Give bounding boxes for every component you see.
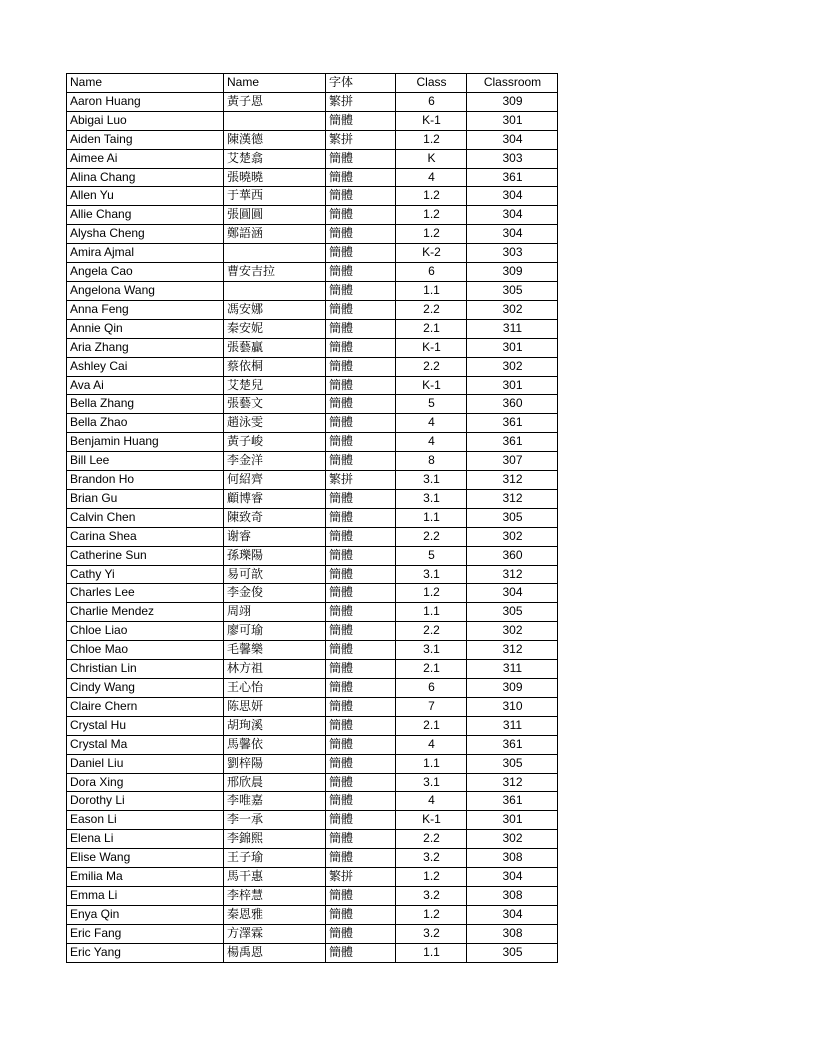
cell-name-zh: 馮安娜 — [224, 300, 326, 319]
cell-classroom: 301 — [467, 111, 558, 130]
cell-class: K — [396, 149, 467, 168]
cell-classroom: 305 — [467, 508, 558, 527]
cell-name-zh: 胡珣溪 — [224, 716, 326, 735]
cell-classroom: 312 — [467, 471, 558, 490]
cell-class: 3.1 — [396, 773, 467, 792]
cell-name-zh: 陳漢德 — [224, 130, 326, 149]
cell-class: K-1 — [396, 811, 467, 830]
cell-name-zh: 黃子峻 — [224, 433, 326, 452]
table-body — [67, 92, 558, 962]
student-roster-table — [66, 73, 558, 963]
cell-name-en: Chloe Mao — [67, 641, 224, 660]
cell-name-en: Angela Cao — [67, 263, 224, 282]
cell-name-zh — [224, 281, 326, 300]
cell-class: 4 — [396, 168, 467, 187]
table-row — [67, 773, 558, 792]
cell-class: 4 — [396, 792, 467, 811]
cell-name-zh: 張藝贏 — [224, 338, 326, 357]
table-row — [67, 244, 558, 263]
cell-name-zh: 張藝文 — [224, 395, 326, 414]
cell-class: 2.2 — [396, 830, 467, 849]
cell-classroom: 361 — [467, 168, 558, 187]
table-row — [67, 754, 558, 773]
cell-class: 1.2 — [396, 225, 467, 244]
cell-font-type: 簡體 — [326, 905, 396, 924]
cell-classroom: 301 — [467, 811, 558, 830]
cell-name-zh: 李一承 — [224, 811, 326, 830]
cell-font-type: 簡體 — [326, 735, 396, 754]
table-row — [67, 943, 558, 962]
cell-name-zh: 劉梓陽 — [224, 754, 326, 773]
table-row — [67, 376, 558, 395]
cell-name-zh: 方澤霖 — [224, 924, 326, 943]
table-row — [67, 489, 558, 508]
cell-classroom: 361 — [467, 414, 558, 433]
table-row — [67, 886, 558, 905]
table-row — [67, 206, 558, 225]
cell-classroom: 309 — [467, 263, 558, 282]
cell-classroom: 312 — [467, 641, 558, 660]
cell-font-type: 簡體 — [326, 754, 396, 773]
cell-class: 1.1 — [396, 754, 467, 773]
cell-class: 2.1 — [396, 716, 467, 735]
table-row — [67, 263, 558, 282]
cell-font-type: 簡體 — [326, 206, 396, 225]
cell-name-zh: 李唯嘉 — [224, 792, 326, 811]
table-row — [67, 641, 558, 660]
cell-classroom: 305 — [467, 281, 558, 300]
cell-name-en: Abigai Luo — [67, 111, 224, 130]
cell-font-type: 簡體 — [326, 943, 396, 962]
cell-class: 1.2 — [396, 130, 467, 149]
cell-name-en: Bill Lee — [67, 452, 224, 471]
cell-classroom: 303 — [467, 244, 558, 263]
cell-class: 6 — [396, 263, 467, 282]
cell-font-type: 簡體 — [326, 622, 396, 641]
cell-name-en: Crystal Hu — [67, 716, 224, 735]
table-row — [67, 584, 558, 603]
spreadsheet-page — [66, 73, 558, 963]
cell-class: 1.1 — [396, 281, 467, 300]
cell-name-en: Bella Zhang — [67, 395, 224, 414]
table-row — [67, 225, 558, 244]
cell-font-type: 簡體 — [326, 886, 396, 905]
table-row — [67, 622, 558, 641]
cell-class: 5 — [396, 546, 467, 565]
cell-class: 3.1 — [396, 489, 467, 508]
cell-class: 3.1 — [396, 641, 467, 660]
cell-name-zh: 林方祖 — [224, 660, 326, 679]
cell-name-zh: 陳致奇 — [224, 508, 326, 527]
table-row — [67, 471, 558, 490]
cell-font-type: 簡體 — [326, 395, 396, 414]
cell-name-en: Aiden Taing — [67, 130, 224, 149]
cell-classroom: 302 — [467, 830, 558, 849]
cell-font-type: 簡體 — [326, 244, 396, 263]
column-header-font-type: 字体 — [326, 74, 396, 93]
cell-name-en: Charlie Mendez — [67, 603, 224, 622]
cell-name-en: Dora Xing — [67, 773, 224, 792]
cell-name-en: Enya Qin — [67, 905, 224, 924]
cell-class: 3.2 — [396, 849, 467, 868]
cell-classroom: 303 — [467, 149, 558, 168]
cell-classroom: 302 — [467, 357, 558, 376]
cell-name-zh: 楊禹恩 — [224, 943, 326, 962]
cell-name-en: Ava Ai — [67, 376, 224, 395]
cell-font-type: 簡體 — [326, 527, 396, 546]
cell-name-en: Elena Li — [67, 830, 224, 849]
cell-classroom: 301 — [467, 338, 558, 357]
cell-classroom: 311 — [467, 716, 558, 735]
cell-name-zh — [224, 244, 326, 263]
cell-name-zh: 張曉曉 — [224, 168, 326, 187]
cell-font-type: 簡體 — [326, 773, 396, 792]
table-row — [67, 735, 558, 754]
column-header-name-zh: Name — [224, 74, 326, 93]
cell-class: K-2 — [396, 244, 467, 263]
cell-font-type: 繁拼 — [326, 471, 396, 490]
cell-name-zh: 易可歆 — [224, 565, 326, 584]
cell-name-zh — [224, 111, 326, 130]
cell-name-zh: 邢欣晨 — [224, 773, 326, 792]
cell-font-type: 簡體 — [326, 225, 396, 244]
cell-classroom: 304 — [467, 905, 558, 924]
cell-name-en: Brian Gu — [67, 489, 224, 508]
cell-classroom: 308 — [467, 886, 558, 905]
cell-classroom: 304 — [467, 130, 558, 149]
table-row — [67, 905, 558, 924]
cell-font-type: 簡體 — [326, 433, 396, 452]
cell-name-en: Aimee Ai — [67, 149, 224, 168]
cell-classroom: 361 — [467, 433, 558, 452]
cell-classroom: 304 — [467, 225, 558, 244]
cell-classroom: 308 — [467, 924, 558, 943]
cell-name-en: Eric Yang — [67, 943, 224, 962]
cell-classroom: 302 — [467, 622, 558, 641]
cell-class: 4 — [396, 735, 467, 754]
cell-font-type: 簡體 — [326, 338, 396, 357]
cell-name-zh: 張圓圓 — [224, 206, 326, 225]
cell-classroom: 305 — [467, 754, 558, 773]
table-row — [67, 433, 558, 452]
table-row — [67, 281, 558, 300]
cell-name-en: Alysha Cheng — [67, 225, 224, 244]
cell-font-type: 簡體 — [326, 168, 396, 187]
column-header-class: Class — [396, 74, 467, 93]
cell-name-en: Daniel Liu — [67, 754, 224, 773]
cell-classroom: 310 — [467, 697, 558, 716]
cell-class: 2.1 — [396, 319, 467, 338]
cell-font-type: 簡體 — [326, 641, 396, 660]
cell-class: 8 — [396, 452, 467, 471]
cell-name-en: Catherine Sun — [67, 546, 224, 565]
cell-class: 6 — [396, 679, 467, 698]
cell-font-type: 簡體 — [326, 376, 396, 395]
table-row — [67, 603, 558, 622]
cell-class: 2.1 — [396, 660, 467, 679]
cell-classroom: 308 — [467, 849, 558, 868]
cell-font-type: 簡體 — [326, 452, 396, 471]
cell-name-zh: 周翊 — [224, 603, 326, 622]
cell-class: 2.2 — [396, 357, 467, 376]
cell-classroom: 360 — [467, 395, 558, 414]
table-row — [67, 111, 558, 130]
cell-font-type: 簡體 — [326, 811, 396, 830]
cell-name-zh: 王心怡 — [224, 679, 326, 698]
cell-font-type: 簡體 — [326, 187, 396, 206]
table-row — [67, 149, 558, 168]
cell-class: K-1 — [396, 376, 467, 395]
cell-font-type: 簡體 — [326, 300, 396, 319]
cell-font-type: 簡體 — [326, 149, 396, 168]
cell-name-en: Emma Li — [67, 886, 224, 905]
cell-name-en: Annie Qin — [67, 319, 224, 338]
cell-classroom: 361 — [467, 792, 558, 811]
cell-name-en: Claire Chern — [67, 697, 224, 716]
cell-classroom: 309 — [467, 92, 558, 111]
cell-name-zh: 趙泳雯 — [224, 414, 326, 433]
cell-name-zh: 何紹齊 — [224, 471, 326, 490]
cell-name-zh: 于華西 — [224, 187, 326, 206]
cell-name-en: Aria Zhang — [67, 338, 224, 357]
cell-classroom: 312 — [467, 565, 558, 584]
table-row — [67, 924, 558, 943]
cell-name-zh: 李金洋 — [224, 452, 326, 471]
cell-font-type: 簡體 — [326, 414, 396, 433]
cell-classroom: 302 — [467, 527, 558, 546]
cell-class: 1.2 — [396, 868, 467, 887]
cell-name-zh: 李錦熙 — [224, 830, 326, 849]
cell-name-zh: 毛馨樂 — [224, 641, 326, 660]
cell-classroom: 305 — [467, 943, 558, 962]
cell-name-en: Crystal Ma — [67, 735, 224, 754]
cell-name-en: Eric Fang — [67, 924, 224, 943]
table-row — [67, 527, 558, 546]
cell-class: 1.2 — [396, 206, 467, 225]
cell-name-zh: 李梓慧 — [224, 886, 326, 905]
cell-class: 1.1 — [396, 508, 467, 527]
cell-class: 3.1 — [396, 471, 467, 490]
table-row — [67, 414, 558, 433]
cell-class: K-1 — [396, 338, 467, 357]
cell-name-en: Cindy Wang — [67, 679, 224, 698]
cell-name-en: Carina Shea — [67, 527, 224, 546]
cell-classroom: 311 — [467, 660, 558, 679]
cell-font-type: 簡體 — [326, 584, 396, 603]
cell-font-type: 繁拼 — [326, 868, 396, 887]
cell-name-zh: 鄭語涵 — [224, 225, 326, 244]
cell-name-en: Amira Ajmal — [67, 244, 224, 263]
cell-font-type: 簡體 — [326, 357, 396, 376]
cell-font-type: 簡體 — [326, 924, 396, 943]
cell-name-en: Angelona Wang — [67, 281, 224, 300]
cell-font-type: 簡體 — [326, 546, 396, 565]
cell-font-type: 簡體 — [326, 565, 396, 584]
cell-font-type: 簡體 — [326, 792, 396, 811]
table-row — [67, 130, 558, 149]
cell-font-type: 簡體 — [326, 489, 396, 508]
cell-classroom: 304 — [467, 584, 558, 603]
table-row — [67, 660, 558, 679]
cell-classroom: 360 — [467, 546, 558, 565]
table-row — [67, 300, 558, 319]
table-row — [67, 792, 558, 811]
cell-class: 7 — [396, 697, 467, 716]
table-row — [67, 697, 558, 716]
cell-class: 2.2 — [396, 300, 467, 319]
cell-name-en: Calvin Chen — [67, 508, 224, 527]
table-row — [67, 830, 558, 849]
cell-classroom: 361 — [467, 735, 558, 754]
cell-name-zh: 艾楚兒 — [224, 376, 326, 395]
cell-classroom: 309 — [467, 679, 558, 698]
cell-class: 1.2 — [396, 584, 467, 603]
table-row — [67, 168, 558, 187]
cell-classroom: 304 — [467, 868, 558, 887]
cell-name-en: Benjamin Huang — [67, 433, 224, 452]
cell-class: 1.2 — [396, 905, 467, 924]
cell-name-zh: 陈思妍 — [224, 697, 326, 716]
cell-name-zh: 秦安妮 — [224, 319, 326, 338]
cell-name-zh: 艾楚翕 — [224, 149, 326, 168]
cell-classroom: 304 — [467, 187, 558, 206]
cell-font-type: 簡體 — [326, 660, 396, 679]
table-row — [67, 679, 558, 698]
cell-font-type: 繁拼 — [326, 92, 396, 111]
cell-name-zh: 廖可瑜 — [224, 622, 326, 641]
cell-name-en: Emilia Ma — [67, 868, 224, 887]
table-row — [67, 187, 558, 206]
cell-name-en: Ashley Cai — [67, 357, 224, 376]
cell-name-zh: 顧博睿 — [224, 489, 326, 508]
cell-name-en: Charles Lee — [67, 584, 224, 603]
table-row — [67, 357, 558, 376]
table-row — [67, 395, 558, 414]
cell-font-type: 簡體 — [326, 263, 396, 282]
table-row — [67, 849, 558, 868]
cell-classroom: 301 — [467, 376, 558, 395]
cell-name-zh: 黃子恩 — [224, 92, 326, 111]
table-row — [67, 868, 558, 887]
cell-classroom: 302 — [467, 300, 558, 319]
table-row — [67, 452, 558, 471]
cell-classroom: 311 — [467, 319, 558, 338]
cell-class: 3.2 — [396, 886, 467, 905]
cell-class: 6 — [396, 92, 467, 111]
cell-classroom: 307 — [467, 452, 558, 471]
table-row — [67, 716, 558, 735]
cell-font-type: 簡體 — [326, 319, 396, 338]
cell-name-en: Chloe Liao — [67, 622, 224, 641]
cell-name-en: Cathy Yi — [67, 565, 224, 584]
cell-class: 3.2 — [396, 924, 467, 943]
cell-class: 4 — [396, 414, 467, 433]
cell-class: 1.1 — [396, 603, 467, 622]
cell-font-type: 繁拼 — [326, 130, 396, 149]
cell-name-zh: 馬馨依 — [224, 735, 326, 754]
table-row — [67, 508, 558, 527]
column-header-name-en: Name — [67, 74, 224, 93]
cell-class: 1.2 — [396, 187, 467, 206]
table-row — [67, 92, 558, 111]
cell-classroom: 304 — [467, 206, 558, 225]
column-header-classroom: Classroom — [467, 74, 558, 93]
cell-classroom: 312 — [467, 773, 558, 792]
cell-class: 1.1 — [396, 943, 467, 962]
cell-name-en: Aaron Huang — [67, 92, 224, 111]
table-row — [67, 338, 558, 357]
cell-name-zh: 孫瓅陽 — [224, 546, 326, 565]
header-row — [67, 74, 558, 93]
cell-name-en: Brandon Ho — [67, 471, 224, 490]
cell-name-zh: 曹安吉拉 — [224, 263, 326, 282]
cell-class: K-1 — [396, 111, 467, 130]
cell-class: 3.1 — [396, 565, 467, 584]
cell-font-type: 簡體 — [326, 830, 396, 849]
cell-class: 2.2 — [396, 527, 467, 546]
cell-name-en: Eason Li — [67, 811, 224, 830]
cell-font-type: 簡體 — [326, 508, 396, 527]
cell-font-type: 簡體 — [326, 849, 396, 868]
cell-classroom: 312 — [467, 489, 558, 508]
cell-class: 5 — [396, 395, 467, 414]
cell-name-en: Alina Chang — [67, 168, 224, 187]
cell-name-en: Allen Yu — [67, 187, 224, 206]
cell-class: 2.2 — [396, 622, 467, 641]
cell-name-en: Anna Feng — [67, 300, 224, 319]
cell-font-type: 簡體 — [326, 697, 396, 716]
cell-name-zh: 馬干惠 — [224, 868, 326, 887]
cell-font-type: 簡體 — [326, 716, 396, 735]
cell-name-en: Elise Wang — [67, 849, 224, 868]
cell-font-type: 簡體 — [326, 281, 396, 300]
cell-font-type: 簡體 — [326, 679, 396, 698]
table-row — [67, 546, 558, 565]
cell-name-en: Bella Zhao — [67, 414, 224, 433]
table-row — [67, 811, 558, 830]
cell-classroom: 305 — [467, 603, 558, 622]
cell-name-zh: 谢睿 — [224, 527, 326, 546]
cell-font-type: 簡體 — [326, 111, 396, 130]
cell-name-en: Dorothy Li — [67, 792, 224, 811]
table-row — [67, 319, 558, 338]
cell-name-en: Allie Chang — [67, 206, 224, 225]
cell-name-zh: 王子瑜 — [224, 849, 326, 868]
cell-name-en: Christian Lin — [67, 660, 224, 679]
cell-name-zh: 李金俊 — [224, 584, 326, 603]
cell-name-zh: 蔡依桐 — [224, 357, 326, 376]
cell-font-type: 簡體 — [326, 603, 396, 622]
cell-name-zh: 秦恩雅 — [224, 905, 326, 924]
cell-class: 4 — [396, 433, 467, 452]
table-row — [67, 565, 558, 584]
